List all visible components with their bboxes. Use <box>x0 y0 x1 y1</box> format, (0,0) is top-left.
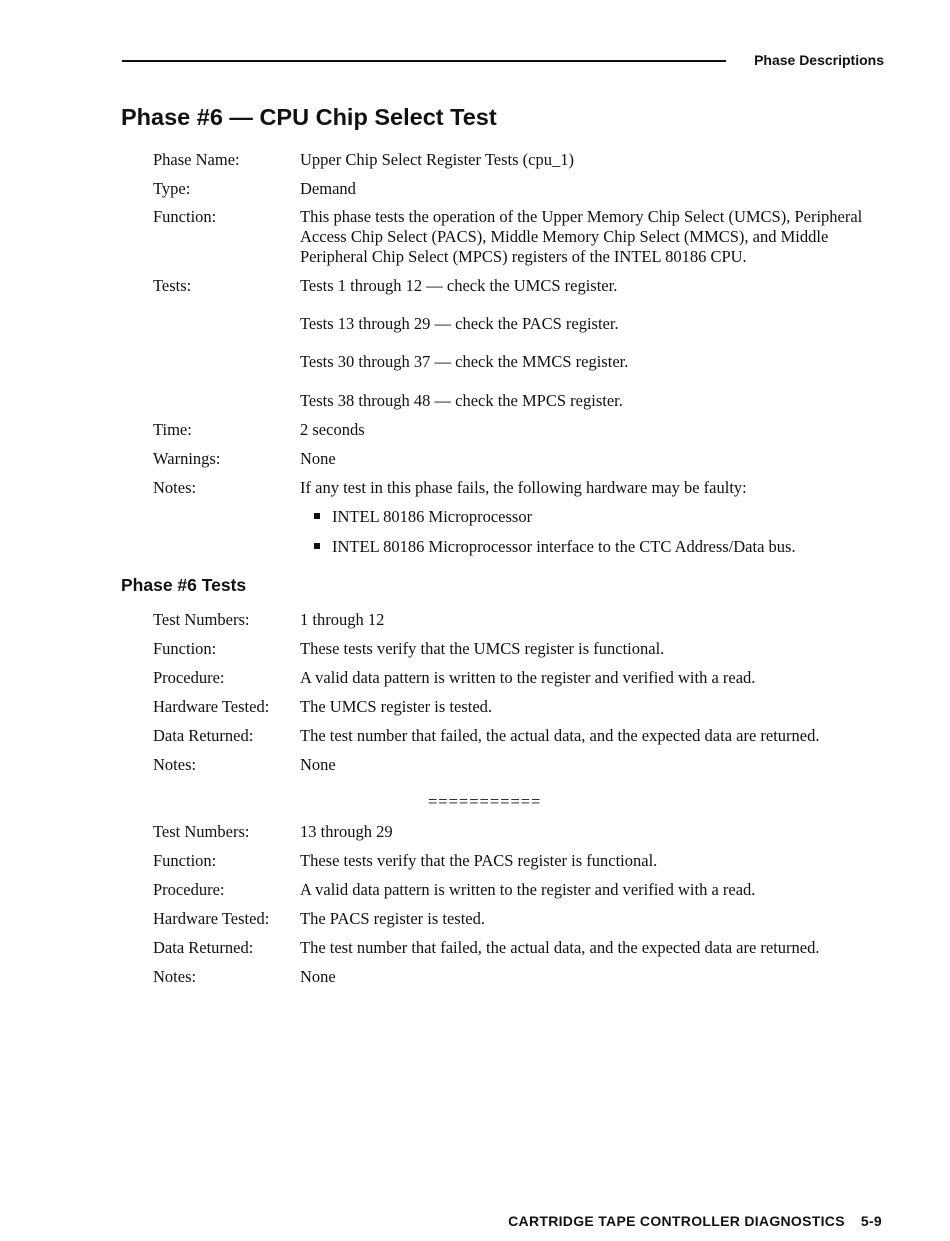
field-value: Tests 30 through 37 — check the MMCS register. <box>300 352 629 371</box>
tests-heading: Phase #6 Tests <box>121 575 247 595</box>
bullet-icon <box>314 513 320 519</box>
field-label: Procedure: <box>153 668 225 687</box>
field-value: 13 through 29 <box>300 822 393 841</box>
field-value: Demand <box>300 179 356 198</box>
bullet-item <box>314 537 796 557</box>
bullet-text: INTEL 80186 Microprocessor interface to the CTC Address/Data bus. <box>332 537 796 556</box>
bullet-item <box>314 507 532 527</box>
footer-title: CARTRIDGE TAPE CONTROLLER DIAGNOSTICS <box>508 1213 845 1229</box>
field-value: 1 through 12 <box>300 610 385 629</box>
field-label: Function: <box>153 207 217 226</box>
field-label: Hardware Tested: <box>153 909 270 928</box>
field-label: Data Returned: <box>153 938 254 957</box>
running-head: Phase Descriptions <box>754 52 884 68</box>
field-label: Hardware Tested: <box>153 697 270 716</box>
field-label: Procedure: <box>153 880 225 899</box>
field-value: None <box>300 967 336 986</box>
field-label: Function: <box>153 639 217 658</box>
field-value: 2 seconds <box>300 420 365 439</box>
field-value: A valid data pattern is written to the register and verified with a read. <box>300 880 756 899</box>
field-label: Warnings: <box>153 449 221 468</box>
field-label: Time: <box>153 420 192 439</box>
field-label: Test Numbers: <box>153 822 250 841</box>
bullet-text: INTEL 80186 Microprocessor <box>332 507 533 526</box>
field-value: The UMCS register is tested. <box>300 697 493 716</box>
field-value: The test number that failed, the actual data, and the expected data are returned. <box>300 726 820 745</box>
field-value: None <box>300 449 336 468</box>
header-rule <box>122 60 726 62</box>
field-label: Notes: <box>153 478 197 497</box>
field-label: Data Returned: <box>153 726 254 745</box>
page-title: Phase #6 — CPU Chip Select Test <box>121 104 497 130</box>
footer <box>508 1213 882 1229</box>
field-value: Tests 13 through 29 — check the PACS register. <box>300 314 619 333</box>
field-label: Notes: <box>153 755 197 774</box>
field-value: This phase tests the operation of the Upper Memory Chip Select (UMCS), Peripheral Access Chip Select (PACS), Middle Memory Chip Select (MMCS), and Middle Peripheral Chip Select (MPCS) registers of the INTEL 80186 CPU. <box>300 207 863 266</box>
field-label: Test Numbers: <box>153 610 250 629</box>
bullet-icon <box>314 543 320 549</box>
field-value: If any test in this phase fails, the following hardware may be faulty: <box>300 478 747 497</box>
field-value: None <box>300 755 336 774</box>
field-value: Upper Chip Select Register Tests (cpu_1) <box>300 150 574 169</box>
field-label: Notes: <box>153 967 197 986</box>
field-value: A valid data pattern is written to the register and verified with a read. <box>300 668 756 687</box>
field-label: Tests: <box>153 276 192 295</box>
page-number: 5-9 <box>860 1213 882 1229</box>
separator: =========== <box>428 792 542 811</box>
field-label: Function: <box>153 851 217 870</box>
field-value: The test number that failed, the actual data, and the expected data are returned. <box>300 938 820 957</box>
field-value: Tests 1 through 12 — check the UMCS register. <box>300 276 618 295</box>
field-label: Type: <box>153 179 191 198</box>
field-value: These tests verify that the PACS register is functional. <box>300 851 658 870</box>
field-value: The PACS register is tested. <box>300 909 486 928</box>
field-label: Phase Name: <box>153 150 240 169</box>
field-value: These tests verify that the UMCS register is functional. <box>300 639 665 658</box>
field-value: Tests 38 through 48 — check the MPCS register. <box>300 391 623 410</box>
